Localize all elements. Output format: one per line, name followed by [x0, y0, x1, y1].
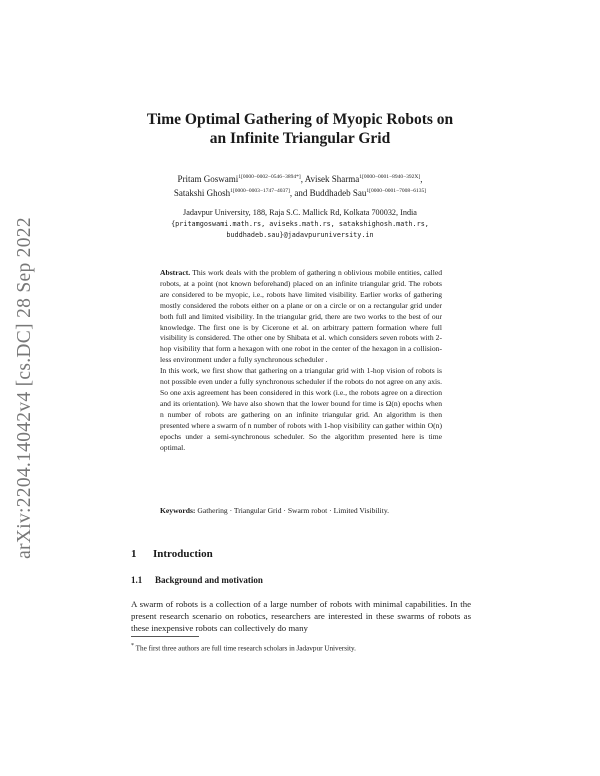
footnote: [131, 641, 471, 653]
author-orcid: 1[0000−0003−1747−4037]: [230, 188, 290, 194]
author-list: [124, 172, 476, 200]
body-paragraph: A swarm of robots is a collection of a large number of robots with minimal capabilities. In the present research scenario on robotics, researchers are interested in these swarms of robots as these inexpensive robots can collectively do many: [131, 599, 471, 633]
footnote-mark: *: [131, 643, 134, 649]
footnote-rule: [131, 636, 199, 637]
arxiv-id: arXiv:2204.14042v4 [cs.DC] 28 Sep 2022: [14, 217, 35, 559]
author-separator: ,: [420, 174, 423, 184]
author-separator: , and: [289, 188, 310, 198]
author-name: Satakshi Ghosh: [173, 188, 231, 198]
author-orcid: 1[0000−0002−0546−3894*]: [238, 174, 301, 180]
abstract-paragraph-2: In this work, we first show that gathering on a triangular grid with 1-hop vision of robots is not possible even under a fully synchronous scheduler if the robots do not agree on any axis. So one axis agreement has been considered in this work (i.e., the robots agree on a direction and its orientation). We have also shown that the lower bound for time is Ω(n) epochs when n number of robots are gathering on an infinite triangular grid. An algorithm is then presented where a swarm of n number of robots with 1-hop visibility can gather within O(n) epochs under a semi-synchronous scheduler. So the algorithm presented here is time optimal.: [160, 366, 442, 452]
abstract-label: Abstract.: [160, 268, 191, 277]
subsection-number: 1.1: [131, 575, 143, 585]
section-title: Introduction: [153, 548, 213, 560]
abstract: [160, 268, 442, 453]
keywords: [160, 506, 442, 517]
author-orcid: 1[0000−0001−7008−6135]: [366, 188, 427, 194]
author-orcid: 1[0000−0001−8940−392X]: [359, 174, 421, 180]
section-heading: [131, 548, 213, 560]
author-name: Buddhadeb Sau: [309, 188, 367, 198]
arxiv-watermark: [14, 0, 38, 776]
keywords-text: Gathering · Triangular Grid · Swarm robot · Limited Visibility.: [197, 506, 390, 515]
affiliation-block: [150, 207, 450, 242]
affiliation: Jadavpur University, 188, Raja S.C. Mallick Rd, Kolkata 700032, India: [183, 208, 417, 217]
paper-title: [130, 110, 470, 148]
author-name: Pritam Goswami: [177, 174, 239, 184]
author-separator: ,: [300, 174, 305, 184]
title-line-2: an Infinite Triangular Grid: [209, 130, 391, 147]
email-line-2: buddhadeb.sau}@jadavpuruniversity.in: [226, 231, 374, 239]
abstract-paragraph-1: This work deals with the problem of gathering n oblivious mobile entities, called robots, at a point (not known beforehand) placed on an infinite triangular grid. The robots are considered to be myopic, i.e., robots have limited visibility. Earlier works of gathering mostly considered the robots either on a plane or on a circle or on a rectangular grid under both full and limited visibility. In the triangular grid, there are two works to the best of our knowledge. The first one is by Cicerone et al. on arbitrary pattern formation where full visibility is considered. The other one by Shibata et al. which considers seven robots with 2- hop visibility that form a hexagon with one robot in the center of the hexagon in a collision-less environment under a fully synchronous scheduler .: [160, 268, 442, 365]
keywords-label: Keywords:: [160, 506, 196, 515]
subsection-heading: [131, 575, 263, 585]
subsection-title: Background and motivation: [155, 575, 263, 585]
footnote-text: The first three authors are full time research scholars in Jadavpur University.: [135, 644, 356, 653]
author-name: Avisek Sharma: [304, 174, 360, 184]
email-line-1: {pritamgoswami.math.rs, aviseks.math.rs, satakshighosh.math.rs,: [171, 219, 429, 228]
title-line-1: Time Optimal Gathering of Myopic Robots on: [146, 111, 454, 128]
section-number: 1: [131, 548, 137, 560]
